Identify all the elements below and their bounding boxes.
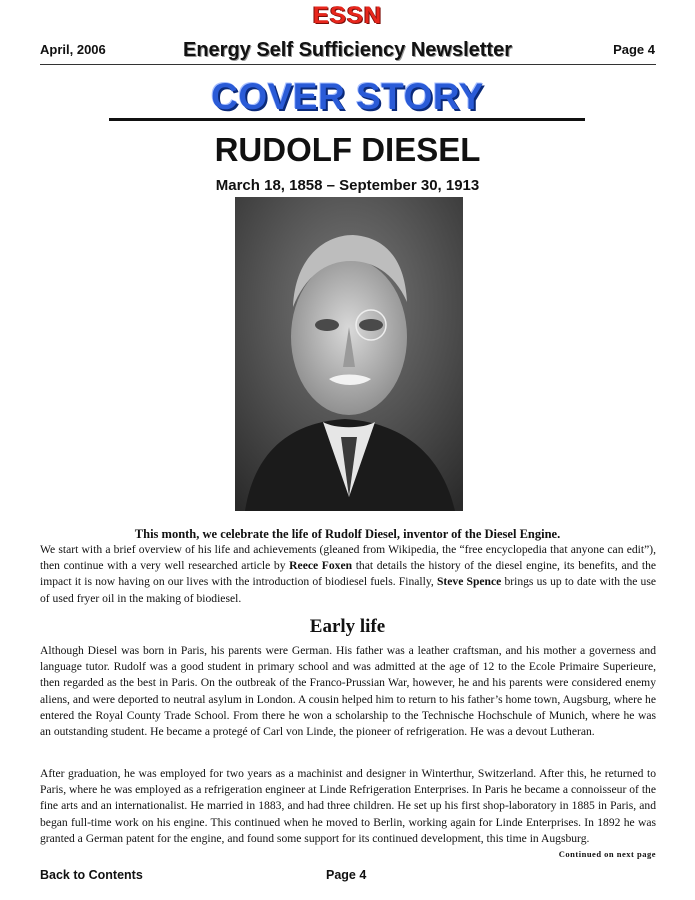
intro-text-2: that details the history of the diesel engine, its benefits, and the impact it is now having on our lives with the introduction of biodiesel fuels. Finally, [40,559,657,589]
section-heading-early-life: Early life [309,616,386,637]
issue-date: April, 2006 [40,42,106,57]
footer-page-number: Page 4 [326,868,367,882]
newsletter-title: Energy Self Sufficiency Newsletter [182,39,512,61]
section-kicker: COVER STORY [211,76,484,117]
article-title: RUDOLF DIESEL [214,131,481,168]
intro-text-3: brings us up to date with the use of used fryer oil in the making of biodiesel. [40,575,657,605]
back-to-contents-link[interactable]: Back to Contents [40,868,143,882]
continued-note: Continued on next page [558,849,656,859]
intro-text-1: We start with a brief overview of his life and achievements (gleaned from Wikipedia, the “free encyclopedia that anyone can edit”), then continue with a very well researched article by [40,543,656,573]
body-paragraph-2: After graduation, he was employed for two years as a machinist and designer in Winterthur, Switzerland. After this, he returned to Paris, where he was employed as a refrigeration engineer at Linde Refrigeration Enterprises. In Paris he became a connoisseur of the fine arts and an internationalist. He married in 1883, and had three children. He set up his first shop-laboratory in 1885 in Paris, and began full-time work on his engine. This continued when he moved to Berlin, working again for Linde Enterprises. In 1892 he was granted a German patent for the engine, and found some support for its continued development, this time in Augsburg. [40,767,656,845]
header-page-number: Page 4 [613,42,655,57]
kicker-underline [109,118,585,121]
life-dates: March 18, 1858 – September 30, 1913 [215,177,480,194]
body-paragraph-1: Although Diesel was born in Paris, his parents were German. His father was a leather craftsman, and his mother a governess and language tutor. Rudolf was a good student in primary school and was admitted at the age of 12 to the Ecole Primaire Superieure, then regarded as the best in Paris. On the outbreak of the Franco-Prussian War, however, he and his parents were considered enemy aliens, and were deported to neutral asylum in London. A cousin helped him to return to his father’s home town, Augsburg, where he entered the Royal County Trade School. From there he won a scholarship to the Technische Hochschule of Munich, where he was an outstanding student. He became a protegé of Carl von Linde, the pioneer of refrigeration. He was a devout Lutheran. [40,644,656,739]
author-name-steve-spence: Steve Spence [436,575,502,589]
portrait-photo-icon [235,197,463,511]
author-name-reece-foxen: Reece Foxen [289,559,353,573]
intro-heading: This month, we celebrate the life of Rudolf Diesel, inventor of the Diesel Engine. [134,527,561,541]
header-divider [40,64,656,65]
intro-paragraph [40,542,656,607]
essn-logo: ESSN [312,2,383,29]
